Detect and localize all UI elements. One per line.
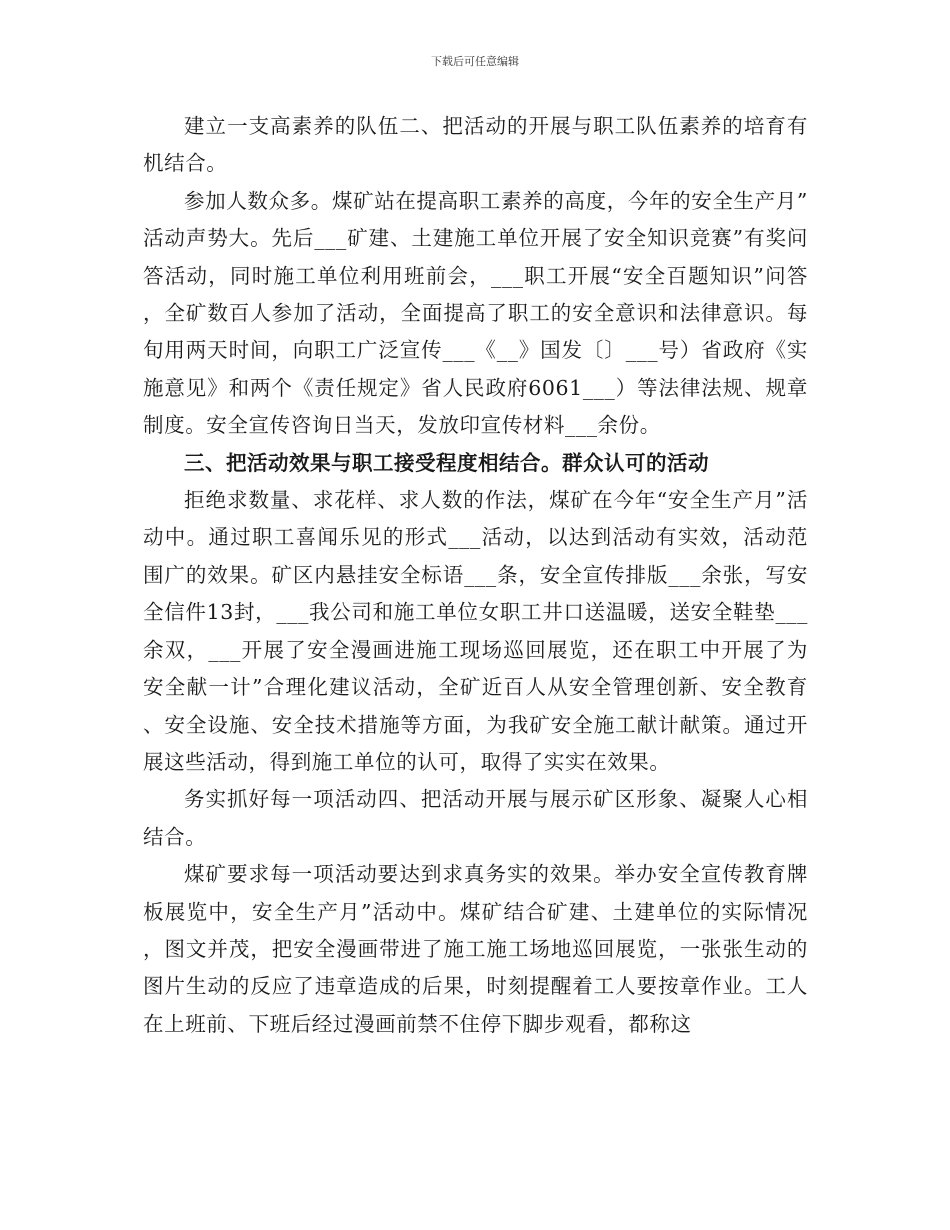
- page-header-note: 下载后可任意编辑: [431, 55, 519, 68]
- paragraph-1: 建立一支高素养的队伍二、把活动的开展与职工队伍素养的培育有机结合。: [143, 114, 808, 176]
- paragraph-5: 煤矿要求每一项活动要达到求真务实的效果。举办安全宣传教育牌板展览中，安全生产月”活动中。煤矿结合矿建、土建单位的实际情况，图文并茂，把安全漫画带进了施工施工场地巡回展览，一张张生动的图片生动的反应了违章造成的后果，时刻提醒着工人要按章作业。工人在上班前、下班后经过漫画前禁不住停下脚步观看，都称这: [143, 862, 808, 1036]
- paragraph-2: 参加人数众多。煤矿站在提高职工素养的高度，今年的安全生产月”活动声势大。先后___矿建、土建施工单位开展了安全知识竞赛”有奖问答活动，同时施工单位利用班前会，___职工开展“安全百题知识”问答，全矿数百人参加了活动，全面提高了职工的安全意识和法律意识。每旬用两天时间，向职工广泛宣传___《__》国发〔〕___号）省政府《实施意见》和两个《责任规定》省人民政府6061___）等法律法规、规章制度。安全宣传咨询日当天，发放印宣传材料___余份。: [143, 188, 808, 438]
- section-heading-3: 三、把活动效果与职工接受程度相结合。群众认可的活动: [184, 450, 709, 475]
- document-body: [143, 108, 808, 1043]
- paragraph-3: 拒绝求数量、求花样、求人数的作法，煤矿在今年“安全生产月”活动中。通过职工喜闻乐见的形式___活动，以达到活动有实效，活动范围广的效果。矿区内悬挂安全标语___条，安全宣传排版___余张，写安全信件13封，___我公司和施工单位女职工井口送温暖，送安全鞋垫___余双，___开展了安全漫画进施工现场巡回展览，还在职工中开展了为安全献一计”合理化建议活动，全矿近百人从安全管理创新、安全教育、安全设施、安全技术措施等方面，为我矿安全施工献计献策。通过开展这些活动，得到施工单位的认可，取得了实实在效果。: [143, 488, 808, 774]
- paragraph-4: 务实抓好每一项活动四、把活动开展与展示矿区形象、凝聚人心相结合。: [143, 787, 808, 849]
